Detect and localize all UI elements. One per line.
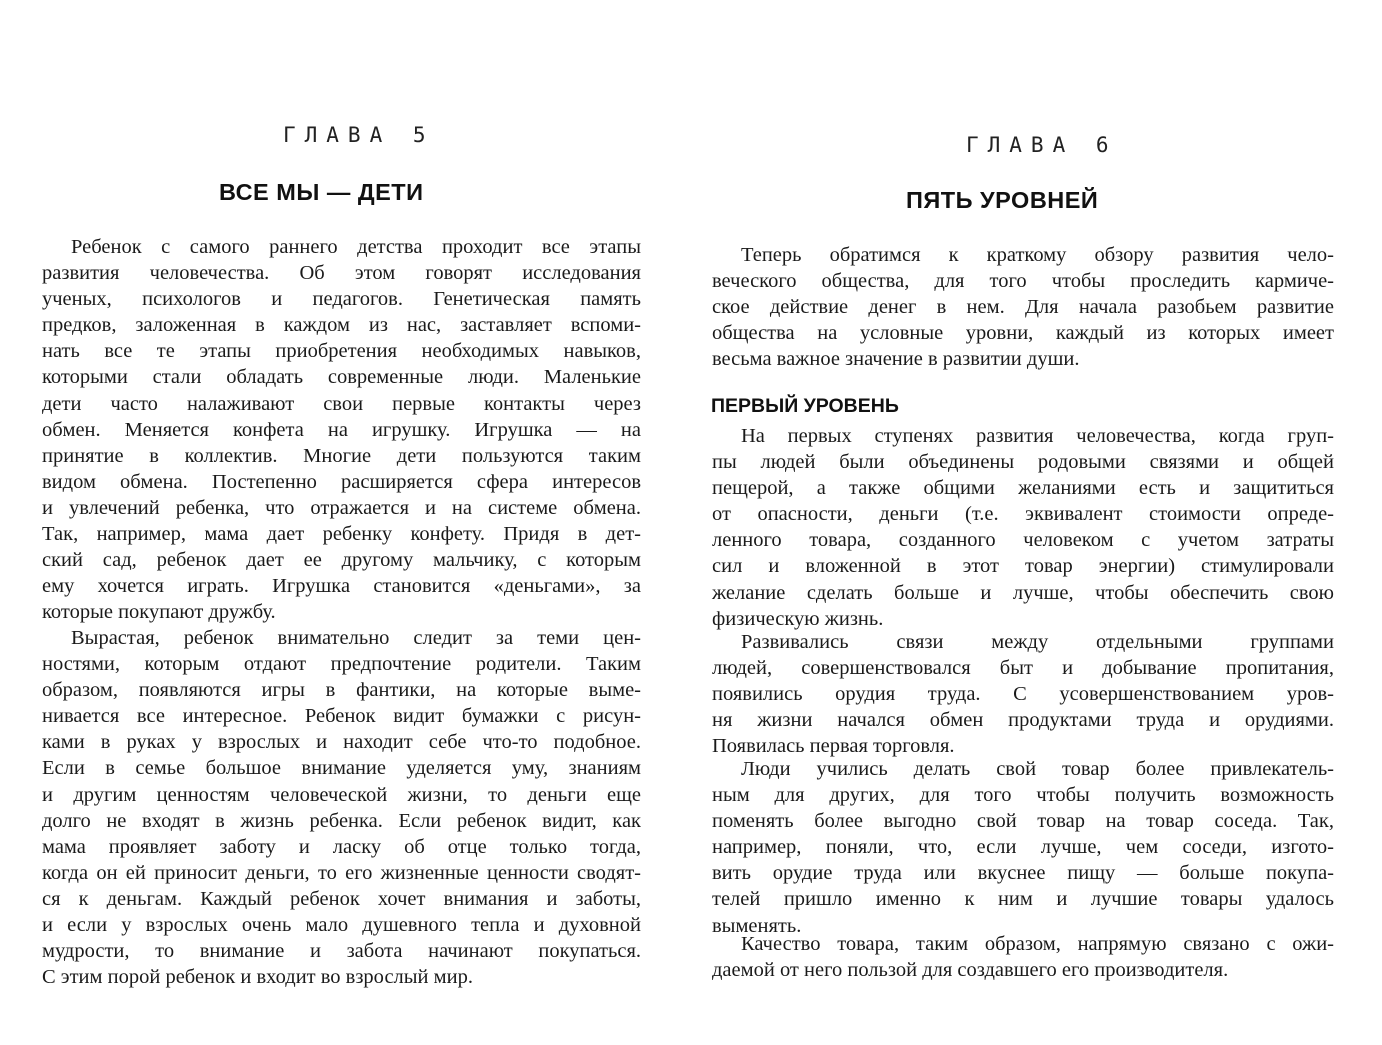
text-line: На первых ступенях развития человечества, когда груп- (741, 425, 1334, 447)
text-line: когда он ей приносит деньги, то его жизненные ценности сводят- (42, 861, 641, 884)
paragraph (712, 931, 1334, 983)
text-line: Появилась первая торговля. (712, 735, 955, 758)
text-line: ученых, психологов и педагогов. Генетическая память (42, 288, 641, 311)
text-line: например, поняли, что, если лучше, чем соседи, изгото- (712, 836, 1334, 859)
text-line: обмен. Меняется конфета на игрушку. Игрушка — на (42, 418, 641, 441)
text-line: пещерой, а также общими желаниями есть и защититься (712, 477, 1334, 500)
text-line: ский сад, ребенок дает ее другому мальчику, с которым (42, 549, 641, 572)
text-line: нать все те этапы приобретения необходимых навыков, (42, 340, 641, 363)
text-line: ское действие денег в нем. Для начала разобьем развитие (712, 296, 1334, 319)
text-line: ня жизни начался обмен продуктами труда и орудиями. (712, 709, 1334, 732)
text-line: долго не входят в жизнь ребенка. Если ребенок видит, как (42, 809, 641, 832)
text-line: Вырастая, ребенок внимательно следит за теми цен- (71, 627, 641, 649)
left-page (0, 0, 690, 1045)
text-line: веческого общества, для того чтобы проследить кармиче- (712, 270, 1334, 293)
chapter-label: ГЛАВА 6 (966, 133, 1118, 157)
chapter-label: ГЛАВА 5 (283, 123, 435, 147)
paragraph (712, 423, 1334, 632)
text-line: Теперь обратимся к краткому обзору развития чело- (741, 244, 1334, 266)
text-line: которыми стали обладать современные люди. Маленькие (42, 366, 641, 389)
paragraph (712, 629, 1334, 759)
chapter-title: ПЯТЬ УРОВНЕЙ (906, 187, 1099, 213)
text-line: принятие в коллектив. Многие дети пользуются таким (42, 444, 641, 467)
right-page (690, 0, 1382, 1045)
text-line: мудрости, то внимание и забота начинают покупаться. (42, 940, 641, 963)
text-line: которые покупают дружбу. (42, 601, 276, 624)
text-line: Качество товара, таким образом, напрямую связано с ожи- (741, 933, 1334, 955)
text-line: вить орудие труда или вкуснее пищу — больше покупа- (712, 862, 1334, 885)
text-line: нивается все интересное. Ребенок видит бумажки с рисун- (42, 705, 641, 728)
text-line: видом обмена. Постепенно расширяется сфера интересов (42, 470, 641, 493)
text-line: развития человечества. Об этом говорят исследования (42, 262, 641, 285)
text-line: Ребенок с самого раннего детства проходит все этапы (71, 236, 641, 258)
chapter-title: ВСЕ МЫ — ДЕТИ (219, 179, 424, 205)
text-line: дети часто налаживают свои первые контакты через (42, 392, 641, 415)
text-line: даемой от него пользой для создавшего его производителя. (712, 959, 1229, 982)
text-line: от опасности, деньги (т.е. эквивалент стоимости опреде- (712, 503, 1334, 526)
text-line: людей, совершенствовался быт и добывание пропитания, (712, 657, 1334, 680)
text-line: ленного товара, созданного человеком с учетом затраты (712, 529, 1334, 552)
text-line: ся к деньгам. Каждый ребенок хочет внимания и заботы, (42, 887, 641, 910)
text-line: и если у взрослых очень мало душевного тепла и духовной (42, 914, 641, 937)
paragraph (42, 625, 641, 990)
paragraph (712, 242, 1334, 372)
text-line: весьма важное значение в развитии души. (712, 348, 1080, 371)
text-line: С этим порой ребенок и входит во взрослый мир. (42, 966, 473, 989)
text-line: и другим ценностям человеческой жизни, то деньги еще (42, 783, 641, 806)
paragraph (712, 756, 1334, 939)
text-line: телей пришло именно к ним и лучшие товары удалось (712, 888, 1334, 911)
text-line: пы людей были объединены родовыми связями и общей (712, 451, 1334, 474)
text-line: Так, например, мама дает ребенку конфету. Придя в дет- (42, 523, 641, 546)
text-line: сил и вложенной в этот товар энергии) стимулировали (712, 555, 1334, 578)
text-line: и увлечений ребенка, что отражается и на системе обмена. (42, 496, 641, 519)
text-line: поменять более выгодно свой товар на товар соседа. Так, (712, 810, 1334, 833)
text-line: желание сделать больше и лучше, чтобы обеспечить свою (712, 581, 1334, 604)
text-line: появились орудия труда. С усовершенствованием уров- (712, 683, 1334, 706)
text-line: общества на условные уровни, каждый из которых имеет (712, 322, 1334, 345)
text-line: ками в руках у взрослых и находит себе что-то подобное. (42, 731, 641, 754)
text-line: Люди учились делать свой товар более привлекатель- (741, 758, 1334, 780)
text-line: ным для других, для того чтобы получить возможность (712, 784, 1334, 807)
text-line: ему хочется играть. Игрушка становится «деньгами», за (42, 575, 641, 598)
section-heading: ПЕРВЫЙ УРОВЕНЬ (711, 395, 899, 417)
text-line: Развивались связи между отдельными группами (741, 631, 1334, 653)
text-line: образом, появляются игры в фантики, на которые выме- (42, 679, 641, 702)
text-line: мама проявляет заботу и ласку об отце только тогда, (42, 835, 641, 858)
text-line: Если в семье большое внимание уделяется уму, знаниям (42, 757, 641, 780)
text-line: физическую жизнь. (712, 607, 884, 630)
text-line: предков, заложенная в каждом из нас, заставляет вспоми- (42, 314, 641, 337)
text-line: выменять. (712, 914, 802, 937)
text-line: ностями, которым отдают предпочтение родители. Таким (42, 653, 641, 676)
paragraph (42, 234, 641, 625)
